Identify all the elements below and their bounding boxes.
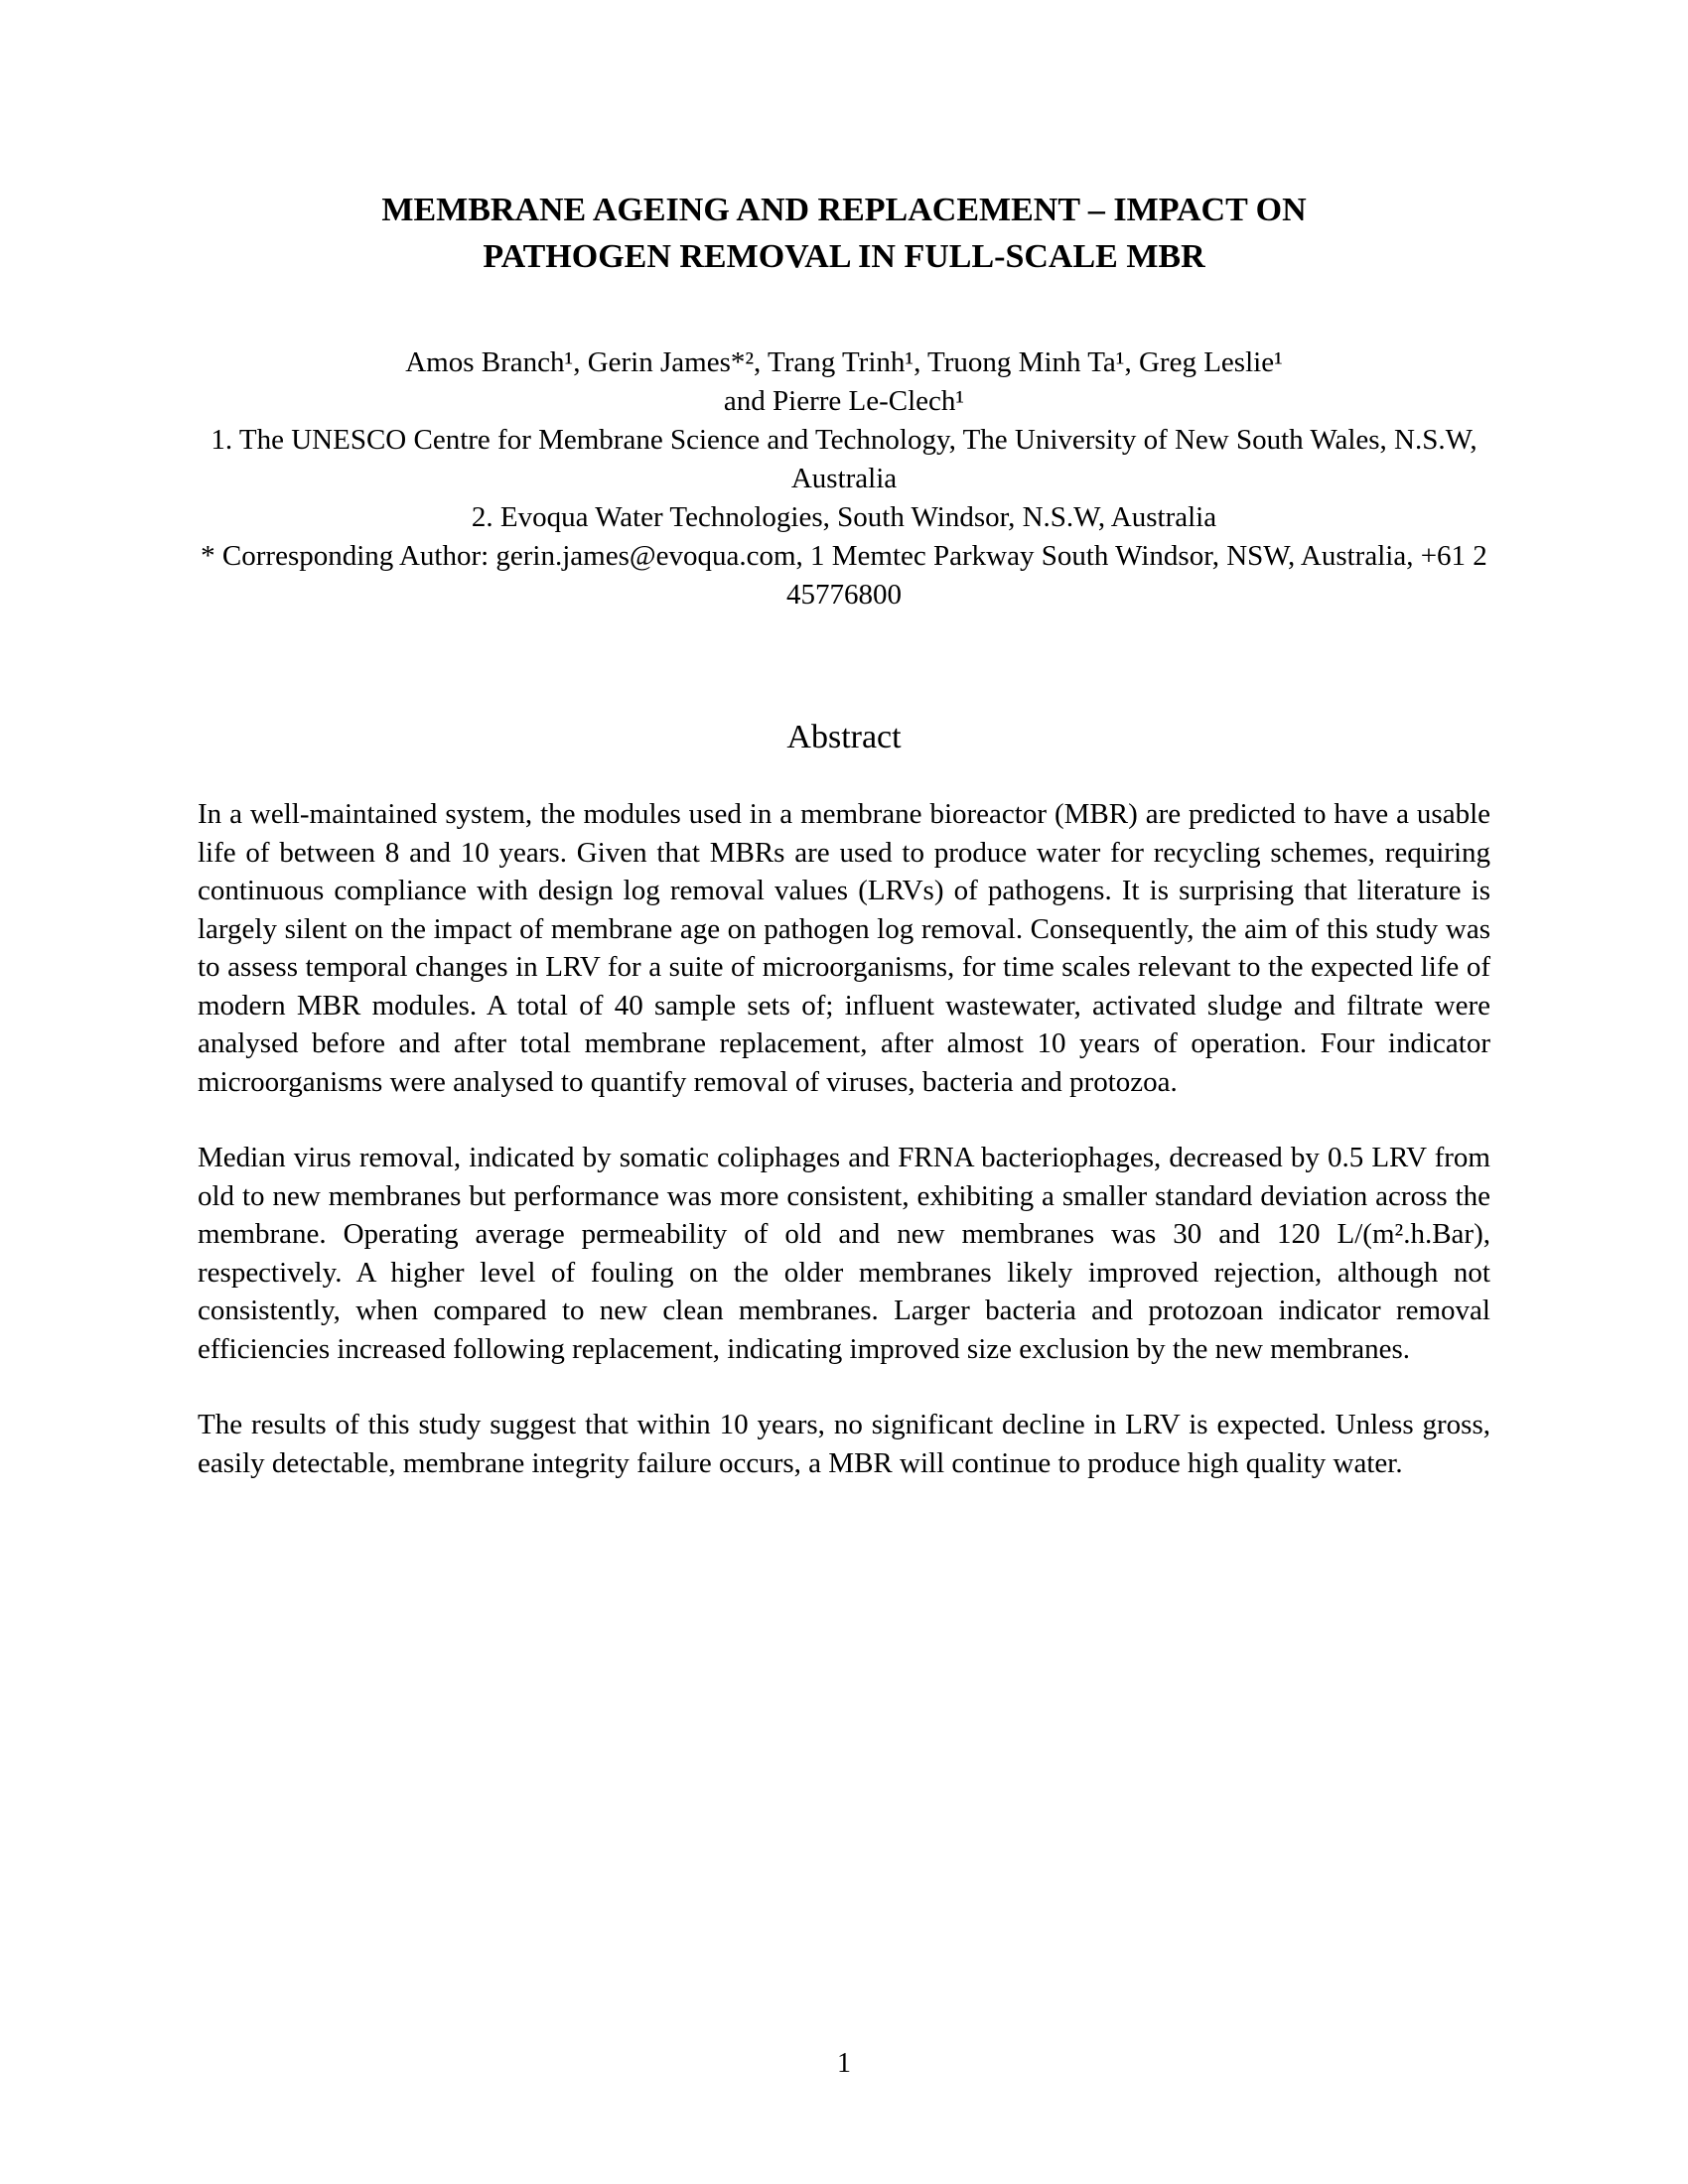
- paper-title-line-1: MEMBRANE AGEING AND REPLACEMENT – IMPACT ON: [381, 192, 1307, 228]
- paper-title-line-2: PATHOGEN REMOVAL IN FULL-SCALE MBR: [483, 238, 1205, 275]
- paper-content: [198, 0, 1490, 1482]
- paper-title: [198, 187, 1490, 280]
- affiliation-evoqua: 2. Evoqua Water Technologies, South Windsor, N.S.W, Australia: [471, 501, 1217, 533]
- author-line-1: Amos Branch¹, Gerin James*², Trang Trinh¹, Truong Minh Ta¹, Greg Leslie¹: [405, 346, 1283, 378]
- page-number: 1: [837, 2048, 851, 2079]
- author-line-2: and Pierre Le-Clech¹: [723, 385, 965, 417]
- affiliation-unsw: 1. The UNESCO Centre for Membrane Science and Technology, The University of New South Wales, N.S.W, Australia: [211, 424, 1477, 494]
- abstract-paragraph-3: The results of this study suggest that within 10 years, no significant decline in LRV is expected. Unless gross, easily detectable, membrane integrity failure occurs, a MBR will continue to produce high quality water.: [198, 1409, 1490, 1479]
- abstract-paragraph-1: In a well-maintained system, the modules used in a membrane bioreactor (MBR) are predicted to have a usable life of between 8 and 10 years. Given that MBRs are used to produce water for recycling schemes, requiring continuous compliance with design log removal values (LRVs) of pathogens. It is surprising that literature is largely silent on the impact of membrane age on pathogen log removal. Consequently, the aim of this study was to assess temporal changes in LRV for a suite of microorganisms, for time scales relevant to the expected life of modern MBR modules. A total of 40 sample sets of; influent wastewater, activated sludge and filtrate were analysed before and after total membrane replacement, after almost 10 years of operation. Four indicator microorganisms were analysed to quantify removal of viruses, bacteria and protozoa.: [198, 798, 1490, 1098]
- abstract-paragraph-2: Median virus removal, indicated by somatic coliphages and FRNA bacteriophages, decreased by 0.5 LRV from old to new membranes but performance was more consistent, exhibiting a smaller standard deviation across the membrane. Operating average permeability of old and new membranes was 30 and 120 L/(m².h.Bar), respectively. A higher level of fouling on the older membranes likely improved rejection, although not consistently, when compared to new clean membranes. Larger bacteria and protozoan indicator removal efficiencies increased following replacement, indicating improved size exclusion by the new membranes.: [198, 1142, 1490, 1365]
- author-affiliation-block: [198, 343, 1490, 614]
- corresponding-author-line: * Corresponding Author: gerin.james@evoqua.com, 1 Memtec Parkway South Windsor, NSW, Australia, +61 2 45776800: [201, 540, 1487, 611]
- abstract-heading: Abstract: [786, 719, 902, 755]
